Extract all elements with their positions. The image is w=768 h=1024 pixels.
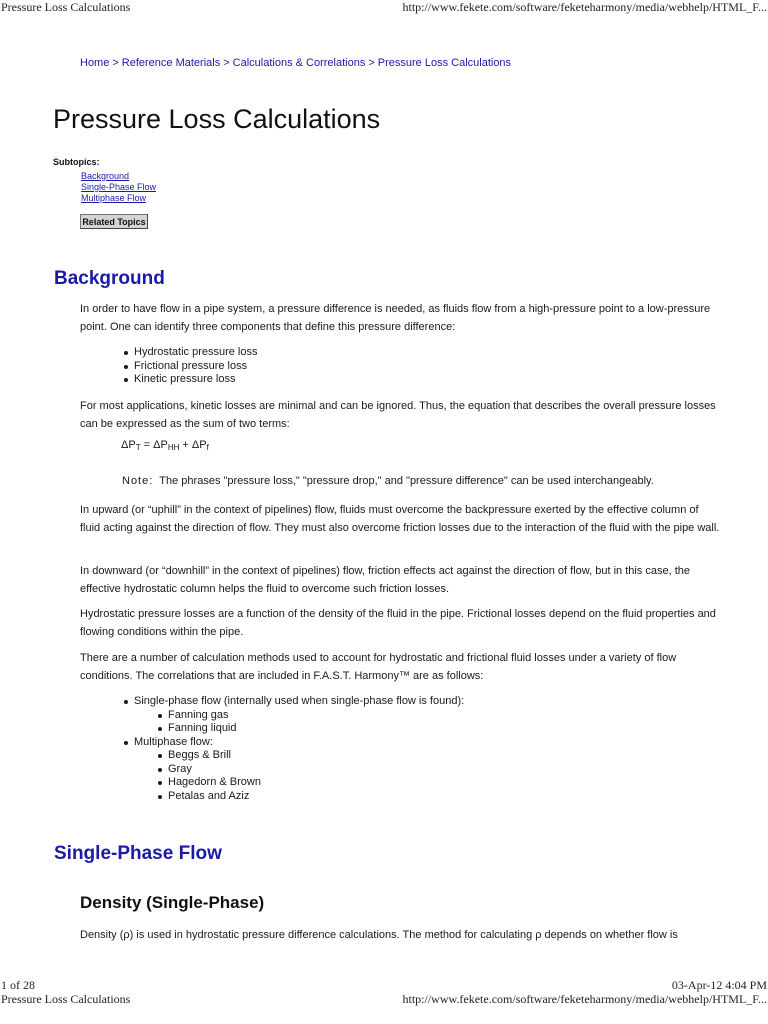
breadcrumb-home-link[interactable]: Home	[80, 57, 110, 69]
print-header-title: Pressure Loss Calculations	[1, 992, 131, 1006]
subtopic-link-single-phase[interactable]: Single-Phase Flow	[81, 182, 157, 192]
background-paragraph-2: For most applications, kinetic losses are minimal and can be ignored. Thus, the equation that describes the overall pressure losses can be expressed as the sum of two terms:	[80, 400, 716, 430]
background-paragraph-6: There are a number of calculation methods used to account for hydrostatic and frictional fluid losses under a variety of flow conditions. The correlations that are included in F.A.S.T. Harmony™ are as follows:	[80, 652, 677, 682]
breadcrumb-separator: >	[112, 57, 119, 69]
related-topics-button[interactable]: Related Topics	[80, 214, 148, 229]
list-item: Hagedorn & Brown	[157, 776, 464, 790]
equation-plus: +	[179, 439, 192, 451]
subtopics-label: Subtopics:	[53, 157, 100, 167]
section-heading-single-phase-flow: Single-Phase Flow	[54, 843, 222, 864]
background-paragraph-5: Hydrostatic pressure losses are a function of the density of the fluid in the pipe. Frictional losses depend on the fluid properties and flowing conditions within the pipe.	[80, 608, 716, 638]
list-item-label: Multiphase flow:	[134, 735, 213, 748]
background-paragraph-1: In order to have flow in a pipe system, a pressure difference is needed, as fluids flow from a high-pressure point to a low-pressure point. One can identify three components that define this pressure difference:	[80, 303, 711, 333]
background-paragraph-4: In downward (or “downhill” in the context of pipelines) flow, friction effects act against the direction of flow, but in this case, the effective hydrostatic column helps the fluid to overcome such friction losses.	[80, 565, 691, 595]
list-item: Gray	[157, 763, 464, 777]
list-item: Kinetic pressure loss	[123, 373, 258, 387]
print-header-url: http://www.fekete.com/software/feketeharmony/media/webhelp/HTML_F...	[402, 0, 767, 14]
equation-term-2-subscript: f	[206, 443, 209, 452]
equation-term-2: ΔP	[191, 439, 207, 451]
equation-equals: =	[140, 439, 154, 451]
breadcrumb-current-link[interactable]: Pressure Loss Calculations	[377, 57, 512, 69]
list-item	[123, 695, 464, 736]
list-item: Frictional pressure loss	[123, 360, 258, 374]
list-item: Beggs & Brill	[157, 749, 464, 763]
equation-lhs: ΔP	[121, 439, 136, 451]
print-header-url: http://www.fekete.com/software/feketeharmony/media/webhelp/HTML_F...	[402, 992, 767, 1006]
note	[122, 475, 654, 487]
breadcrumb	[80, 57, 511, 69]
background-paragraph-3: In upward (or “uphill” in the context of pipelines) flow, fluids must overcome the backpressure exerted by the effective column of fluid acting against the direction of flow. They must also overcome friction losses due to the interaction of the fluid with the pipe wall.	[80, 504, 720, 534]
breadcrumb-separator: >	[223, 57, 230, 69]
list-item: Fanning gas	[157, 709, 464, 723]
section-heading-background: Background	[54, 268, 165, 289]
list-item: Hydrostatic pressure loss	[123, 346, 258, 360]
breadcrumb-reference-materials-link[interactable]: Reference Materials	[121, 57, 221, 69]
print-datetime: 03-Apr-12 4:04 PM	[671, 978, 767, 992]
pressure-equation	[121, 439, 209, 452]
list-item	[123, 736, 464, 804]
breadcrumb-calculations-link[interactable]: Calculations & Correlations	[232, 57, 366, 69]
breadcrumb-separator: >	[368, 57, 375, 69]
equation-lhs-subscript: T	[135, 443, 141, 452]
page-number: 1 of 28	[1, 978, 35, 992]
single-phase-methods-list	[157, 709, 464, 736]
multiphase-methods-list	[157, 749, 464, 803]
subtopics-list	[81, 171, 156, 204]
subsection-heading-density: Density (Single-Phase)	[80, 893, 265, 912]
pressure-components-list	[123, 346, 258, 387]
list-item-label: Single-phase flow (internally used when single-phase flow is found):	[134, 695, 465, 707]
list-item: Petalas and Aziz	[157, 790, 464, 804]
print-header-title: Pressure Loss Calculations	[1, 0, 131, 14]
page-title: Pressure Loss Calculations	[53, 104, 381, 134]
subtopic-link-multiphase[interactable]: Multiphase Flow	[81, 193, 147, 203]
note-text: The phrases "pressure loss," "pressure drop," and "pressure difference" can be used interchangeably.	[159, 475, 654, 487]
density-paragraph: Density (ρ) is used in hydrostatic pressure difference calculations. The method for calculating ρ depends on whether flow is	[80, 929, 678, 941]
equation-term-1: ΔP	[153, 439, 168, 451]
note-label: Note:	[122, 475, 154, 487]
correlations-list	[123, 695, 464, 803]
equation-term-1-subscript: HH	[167, 443, 180, 452]
list-item: Fanning liquid	[157, 722, 464, 736]
subtopic-link-background[interactable]: Background	[81, 171, 130, 181]
